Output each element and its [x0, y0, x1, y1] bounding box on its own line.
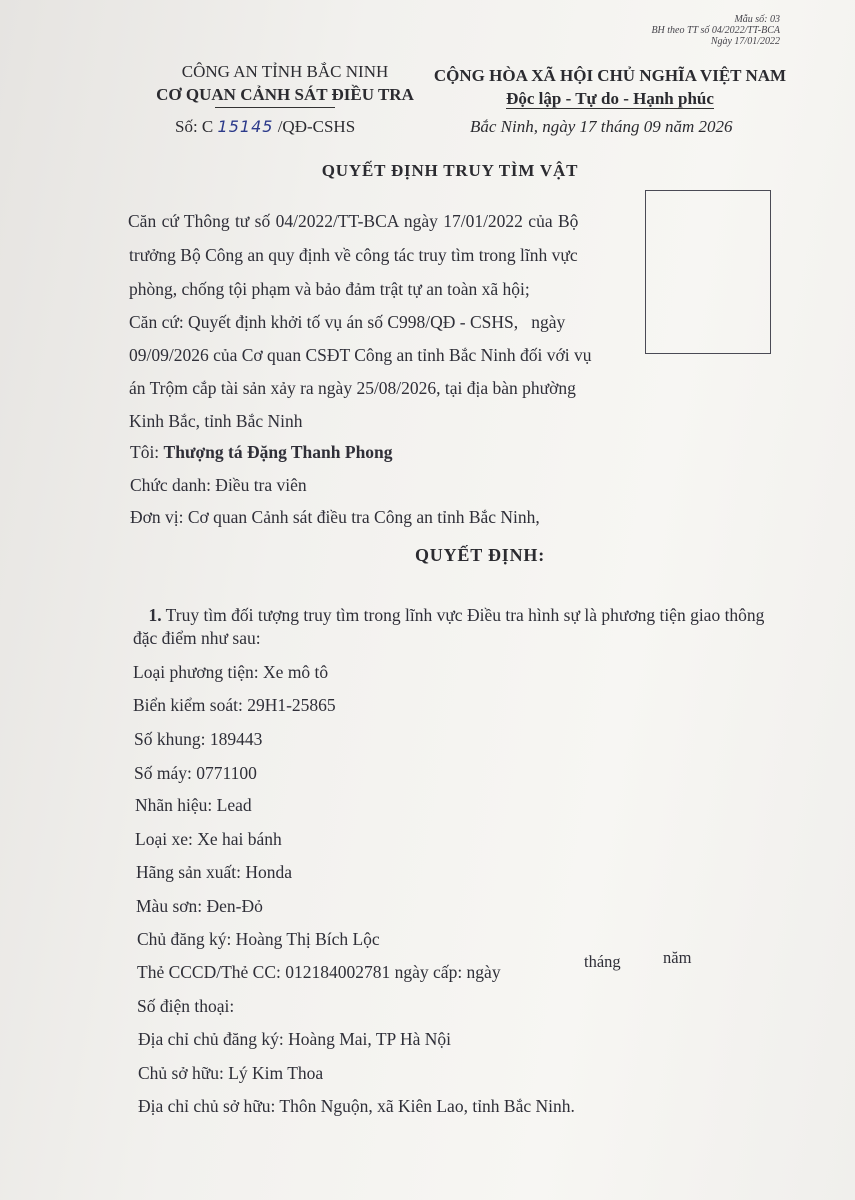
item1-line-2: đặc điểm như sau:	[133, 628, 261, 648]
owner-address: Địa chỉ chủ sở hữu: Thôn Nguộn, xã Kiên Lao, tỉnh Bắc Ninh.	[138, 1096, 575, 1116]
decision-number	[175, 117, 355, 137]
basis-line-1: Căn cứ Thông tư số 04/2022/TT-BCA ngày 17/01/2022 của Bộ	[128, 211, 579, 231]
officer-unit-line: Đơn vị: Cơ quan Cảnh sát điều tra Công an tỉnh Bắc Ninh,	[130, 507, 540, 527]
motto	[420, 89, 800, 109]
officer-name-label: Tôi:	[130, 442, 164, 462]
officer-name-line	[130, 442, 393, 463]
basis-line-7: Kinh Bắc, tỉnh Bắc Ninh	[129, 411, 303, 431]
registered-address: Địa chỉ chủ đăng ký: Hoàng Mai, TP Hà Nội	[138, 1029, 452, 1049]
basis-line-5: 09/09/2026 của Cơ quan CSĐT Công an tỉnh Bắc Ninh đối với vụ	[129, 345, 592, 365]
decision-number-prefix: Số: C	[175, 117, 214, 136]
owner: Chủ sở hữu: Lý Kim Thoa	[138, 1063, 324, 1083]
id-card-month: tháng	[584, 952, 621, 971]
paint-color: Màu sơn: Đen-Đỏ	[136, 896, 263, 916]
office-underline	[215, 107, 335, 108]
officer-name-value: Thượng tá Đặng Thanh Phong	[163, 442, 393, 462]
manufacturer: Hãng sản xuất: Honda	[136, 862, 293, 882]
document-title: QUYẾT ĐỊNH TRUY TÌM VẬT	[321, 161, 579, 180]
basis-line-4: Căn cứ: Quyết định khởi tố vụ án số C998/QĐ - CSHS, ngày	[129, 312, 566, 332]
motto-text: Độc lập - Tự do - Hạnh phúc	[506, 89, 714, 108]
form-note	[600, 14, 780, 47]
decision-number-suffix: /QĐ-CSHS	[277, 117, 356, 136]
officer-title-line: Chức danh: Điều tra viên	[130, 475, 307, 495]
basis-line-3: phòng, chống tội phạm và bảo đảm trật tự an toàn xã hội;	[129, 279, 530, 299]
id-card-line: Thẻ CCCD/Thẻ CC: 012184002781 ngày cấp: ngày	[137, 962, 501, 982]
vehicle-type: Loại phương tiện: Xe mô tô	[133, 662, 329, 682]
item1-text: Truy tìm đối tượng truy tìm trong lĩnh vực Điều tra hình sự là phương tiện giao thông	[161, 605, 765, 625]
agency-name: CÔNG AN TỈNH BẮC NINH	[181, 62, 389, 81]
decision-heading: QUYẾT ĐỊNH:	[415, 545, 545, 565]
vehicle-kind: Loại xe: Xe hai bánh	[135, 829, 282, 849]
chassis-number: Số khung: 189443	[134, 729, 263, 749]
nation-name: CỘNG HÒA XÃ HỘI CHỦ NGHĨA VIỆT NAM	[433, 66, 787, 85]
item1-number: 1.	[148, 605, 162, 625]
phone-line: Số điện thoại:	[137, 996, 235, 1016]
id-card-year: năm	[663, 948, 692, 967]
photo-placeholder	[645, 190, 771, 354]
engine-number: Số máy: 0771100	[134, 763, 257, 783]
basis-line-2: trưởng Bộ Công an quy định về công tác truy tìm trong lĩnh vực	[129, 245, 578, 265]
form-note-line3: Ngày 17/01/2022	[710, 36, 780, 47]
license-plate: Biển kiểm soát: 29H1-25865	[133, 695, 336, 715]
form-note-line2: BH theo TT số 04/2022/TT-BCA	[651, 25, 780, 36]
date-place: Bắc Ninh, ngày 17 tháng 09 năm 2026	[470, 117, 733, 136]
office-name	[140, 85, 430, 105]
registered-owner: Chủ đăng ký: Hoàng Thị Bích Lộc	[137, 929, 380, 949]
office-name-text: CƠ QUAN CẢNH SÁT ĐIỀU TRA	[156, 85, 414, 104]
basis-line-6: án Trộm cắp tài sản xảy ra ngày 25/08/2026, tại địa bàn phường	[129, 378, 576, 398]
form-note-line1: Mẫu số: 03	[734, 14, 780, 25]
decision-number-handwritten: 15145	[217, 117, 274, 136]
brand: Nhãn hiệu: Lead	[135, 795, 252, 815]
